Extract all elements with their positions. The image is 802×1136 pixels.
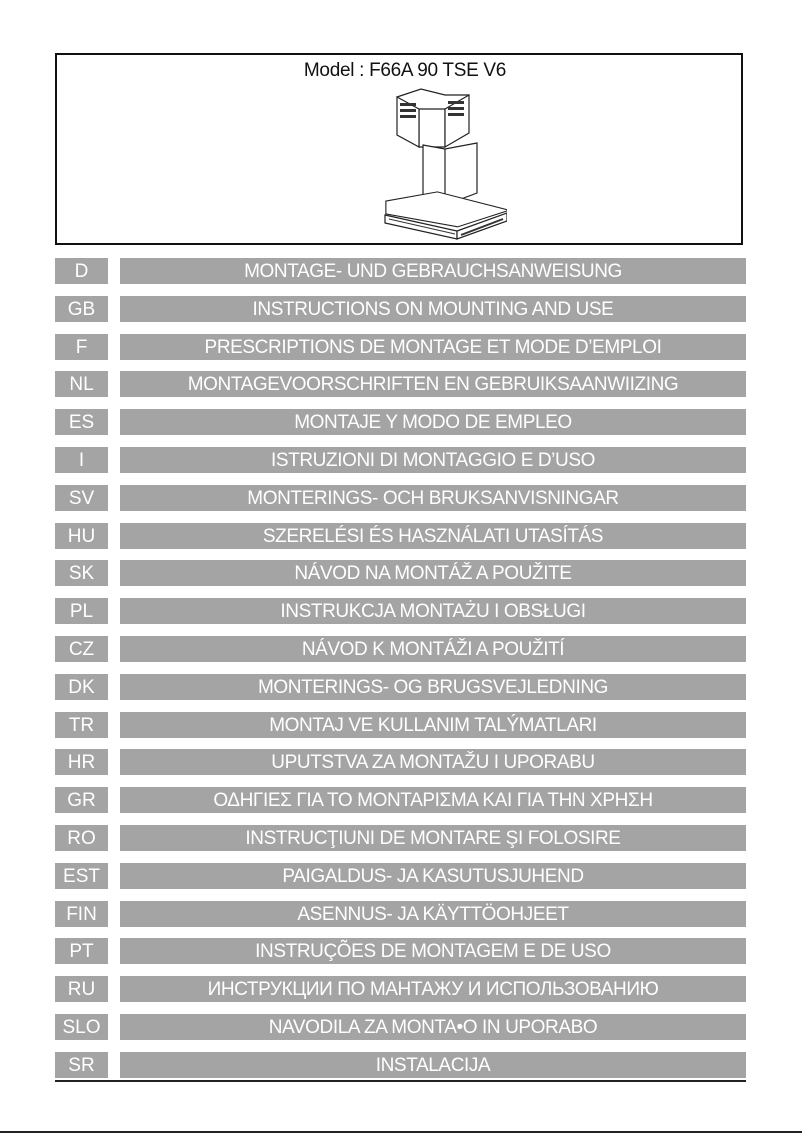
- language-label: MONTERINGS- OCH BRUKSANVISNINGAR: [120, 485, 746, 511]
- language-code: D: [55, 258, 108, 284]
- language-row-tr: [55, 712, 746, 738]
- language-label: NAVODILA ZA MONTA•O IN UPORABO: [120, 1014, 746, 1040]
- language-label: SZERELÉSI ÉS HASZNÁLATI UTASÍTÁS: [120, 523, 746, 549]
- language-row-nl: [55, 371, 746, 397]
- language-label: MONTAGE- UND GEBRAUCHSANWEISUNG: [120, 258, 746, 284]
- language-code: F: [55, 334, 108, 360]
- language-row-sr: [55, 1052, 746, 1078]
- cooker-hood-illustration: [327, 87, 507, 243]
- language-code: SLO: [55, 1014, 108, 1040]
- language-row-sv: [55, 485, 746, 511]
- language-row-slo: [55, 1014, 746, 1040]
- language-label: ASENNUS- JA KÄYTTÖOHJEET: [120, 901, 746, 927]
- language-label: MONTAJ VE KULLANIM TALÝMATLARI: [120, 712, 746, 738]
- language-row-est: [55, 863, 746, 889]
- model-header-box: [55, 53, 743, 245]
- language-row-gr: [55, 787, 746, 813]
- language-code: I: [55, 447, 108, 473]
- language-row-ru: [55, 976, 746, 1002]
- language-code: EST: [55, 863, 108, 889]
- language-code: ES: [55, 409, 108, 435]
- language-code: HU: [55, 523, 108, 549]
- language-code: GR: [55, 787, 108, 813]
- language-row-fin: [55, 901, 746, 927]
- language-label: PAIGALDUS- JA KASUTUSJUHEND: [120, 863, 746, 889]
- language-label: INSTRUCŢIUNI DE MONTARE ŞI FOLOSIRE: [120, 825, 746, 851]
- language-label: MONTERINGS- OG BRUGSVEJLEDNING: [120, 674, 746, 700]
- model-title: Model : F66A 90 TSE V6: [303, 60, 507, 81]
- language-code: NL: [55, 371, 108, 397]
- language-label: INSTRUKCJA MONTAŻU I OBSŁUGI: [120, 598, 746, 624]
- language-code: DK: [55, 674, 108, 700]
- language-code: FIN: [55, 901, 108, 927]
- language-code: PL: [55, 598, 108, 624]
- language-row-sk: [55, 560, 746, 586]
- language-row-hr: [55, 749, 746, 775]
- language-code: HR: [55, 749, 108, 775]
- language-row-i: [55, 447, 746, 473]
- language-row-pt: [55, 938, 746, 964]
- list-bottom-rule: [55, 1080, 746, 1082]
- language-label: ISTRUZIONI DI MONTAGGIO E D’USO: [120, 447, 746, 473]
- language-row-f: [55, 334, 746, 360]
- language-label: PRESCRIPTIONS DE MONTAGE ET MODE D’EMPLOI: [120, 334, 746, 360]
- language-label: ИНСТРУКЦИИ ПО МАНТАЖУ И ИСПОЛЬЗОВАНИЮ: [120, 976, 746, 1002]
- language-row-dk: [55, 674, 746, 700]
- language-row-cz: [55, 636, 746, 662]
- language-label: MONTAJE Y MODO DE EMPLEO: [120, 409, 746, 435]
- language-code: PT: [55, 938, 108, 964]
- language-code: SV: [55, 485, 108, 511]
- language-row-pl: [55, 598, 746, 624]
- language-label: NÁVOD K MONTÁŽI A POUŽITÍ: [120, 636, 746, 662]
- language-label: ΟΔΗΓΙΕΣ ΓΙΑ ΤΟ ΜΟΝΤΑΡΙΣΜΑ ΚΑΙ ΓΙΑ ΤΗΝ ΧΡΗΣΗ: [120, 787, 746, 813]
- language-row-es: [55, 409, 746, 435]
- language-row-ro: [55, 825, 746, 851]
- language-code: RO: [55, 825, 108, 851]
- language-row-hu: [55, 523, 746, 549]
- language-row-gb: [55, 296, 746, 322]
- page-footer-rule: [0, 1131, 802, 1133]
- language-code: TR: [55, 712, 108, 738]
- language-label: INSTALACIJA: [120, 1052, 746, 1078]
- language-row-d: [55, 258, 746, 284]
- language-label: INSTRUCTIONS ON MOUNTING AND USE: [120, 296, 746, 322]
- language-code: SR: [55, 1052, 108, 1078]
- language-label: INSTRUÇÕES DE MONTAGEM E DE USO: [120, 938, 746, 964]
- language-label: NÁVOD NA MONTÁŽ A POUŽITE: [120, 560, 746, 586]
- language-code: RU: [55, 976, 108, 1002]
- language-code: CZ: [55, 636, 108, 662]
- language-label: MONTAGEVOORSCHRIFTEN EN GEBRUIKSAANWIIZING: [120, 371, 746, 397]
- language-label: UPUTSTVA ZA MONTAŽU I UPORABU: [120, 749, 746, 775]
- language-code: SK: [55, 560, 108, 586]
- language-code: GB: [55, 296, 108, 322]
